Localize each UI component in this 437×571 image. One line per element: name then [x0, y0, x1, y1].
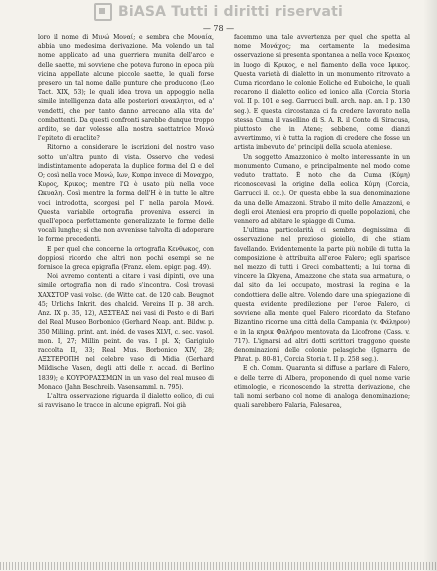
right-column [234, 33, 410, 558]
paragraph: Ritorno a considerare le iscrizioni del nostro vaso sotto un'altra punto di vista. Osservo che vedesi indistintamente adoperata la duplice forma del Ω e del Ο; così nella voce Μονώ, Ιων, Κυπρα invece di Μοναχρο, Κυρος, Κρικος; mentre l'Ω è usato più nella voce Ωκυαλη. Così mentre la forma dell'Η è in tutte le altre voci introdotta, scorgesi pel Γ nella parola Μονά. Questa variabile ortografia proveniva esserci in quell'epoca perfettamente generalizzate le forme delle vocali lunghe; sì che non avvenisse talvolta di adoperare le forme precedenti. [38, 144, 214, 244]
paragraph: L'ultima particolarità ci sembra degnissima di osservazione nel prezioso gioiello, di che stiam favellando. Evidentemente la parte più nobile di tutta la composizione è attribuita all'eroe Falero; egli sparisce nel mezzo di tutti i Greci combattenti; a lui torna di vincere la Ωkyena, Amazzone che stata sua armatura, o dal sito da lei occupato, mostrasi la regina e la condottiera delle altre. Volendo dare una spiegazione di questa evidente predilezione per l'eroe Falero, ci sovviene alla mente quel Falero ricordato da Stefano Bizantino ricorne una città della Campania (v. Φάληρον) e in la κηρικ Φαλήρου mentovata da Licofrone (Cass. v. 717). L'ignarsi ad altri dotti scrittori traggono queste denominazioni delle colonie pelasgiche (Ignarra de Phrat. p. 80-81, Corcia Storia t. II p. 258 seg.). [234, 227, 410, 364]
page-edge-shadow [423, 0, 437, 571]
paragraph: E per quel che concerne la ortografia Κενθωκος, con doppiosi ricordo che altri non pochi esempi se ne fornisce la greca epigrafia (Franz. elem. epigr. pag. 49). [38, 245, 214, 272]
library-logo-icon [94, 3, 112, 21]
paragraph: L'altra osservazione riguarda il dialetto eolico, di cui si ravvisano le tracce in alcune epigrafi. Noi già [38, 392, 214, 410]
paragraph: Noi avremo contenti a citare i vasi dipinti, ove una simile ortografia non di rado s'incontra. Così trovasi ΧΑΧΣΤΟΡ vasi volsc. (de Witte cat. de 120 cab. Beugnot 45; Urlichs Inkrit. des chalcid. Vereins II p. 38 arch. Anz. IX p. 35, 12), ΑΞΣΤΕΑΣ nei vasi di Pesto e di Bari del Real Museo Borbonico (Gerhard Neap. ant. Bildw. p. 350 Miliing. print. ant. inéd. de vases XLVI, c. sec. vasol. mon. I, 27; Millin peint. de vas. I pl. X; Garigiulo raccolta II, 33; Real Mus. Borbonico XIV, 28; ΑΞΣΤΕΡΟΠΗ nel celebre vaso di Midia (Gerhard Mildische Vasen, degli atti delle r. accad. di Berlino 1839); e ΚΟΥΡΟΡΑΣΣΜΩΝ in un vaso del real museo di Monaco (Jahn Beschreib. Vasensamml. n. 795). [38, 273, 214, 391]
left-column [38, 33, 214, 558]
watermark-text: BiASA Tutti i diritti riservati [117, 4, 344, 20]
paragraph: Un soggetto Amazzonico è molto interessante in un monumento Cumano, e principalmente nel modo come veduto trattato. È noto che da Cuma (Κύμη) riconoscevasi la origine della eolica Κύμη (Corcia, Garrucci il. cc.). Or questa ebbe la sua denominazione da una delle Amazzoni. Strabo il mito delle Amazzoni, e degli eroi Ateniesi era proprio di quelle popolazioni, che vennero ad abitare le spiagge di Cuma. [234, 153, 410, 226]
paragraph: loro il nome di Μινώ Μοναί; e sembra che Μοναία, abbia uno medesima derivazione. Ma volendo un tal nome applicato ad una guerriera munita dell'arco e delle saette, mi sovviene che poteva furono in epoca più vicina appellate alcune piccole saette, le quali forse presero un tal nome dalle punture che producono (Leo Tact. XIX, 53); le quali idea trova un appoggio nella simile intelligenza data alle posteriori ανακλητοι, ed a' vendetti, che per tanto danno arrecano alla vita de' combattenti. Da questi confronti sarebbe dunque troppo ardito, se dar volesse alla nostra saettatrice Μονώ l'epiteto di eraclite? [38, 34, 214, 143]
paragraph: facemmo una tale avvertenza per quel che spetta al nome Μονάχος; ma certamente la medesima osservazione si presenta spontanea a nella voce Κριακος in luogo di Κρικος, e nel fiamento della voce Ιφικος. Questa varietà di dialetto in un monumento ritrovato a Cuma ricordano le colonie Eoliche ed Euboiche, le quali recarono il dialetto eolico ed ionico alla (Corcia Storia vol. II p. 101 e seg. Garrucci bull. arch. nap. an. I p. 130 seg.). E questa circostanza ci fa credere lavorato nella stessa Cuma il vasellino di S. A. R. il Conte di Siracusa, piuttosto che in Atene; sebbene, come dianzi avvertimmo, vi è tutta la ragion di credere che fosse un artista imbevuto de' principii della scuola ateniese. [234, 34, 410, 152]
paragraph: E ch. Comm. Quaranta si diffuse a parlare di Falero, e delle terre di Albera, proponendo di quel nome varie etimologie, e riconoscendo la stretta derivazione, che tali nomi serbano col nome di analoga denominazione; quali sarebbero Falaria, Falesarea, [234, 365, 410, 410]
watermark [0, 2, 437, 22]
text-columns [38, 33, 410, 558]
bottom-edge-ornament [0, 562, 437, 570]
page-number: — 78 — [202, 24, 235, 33]
